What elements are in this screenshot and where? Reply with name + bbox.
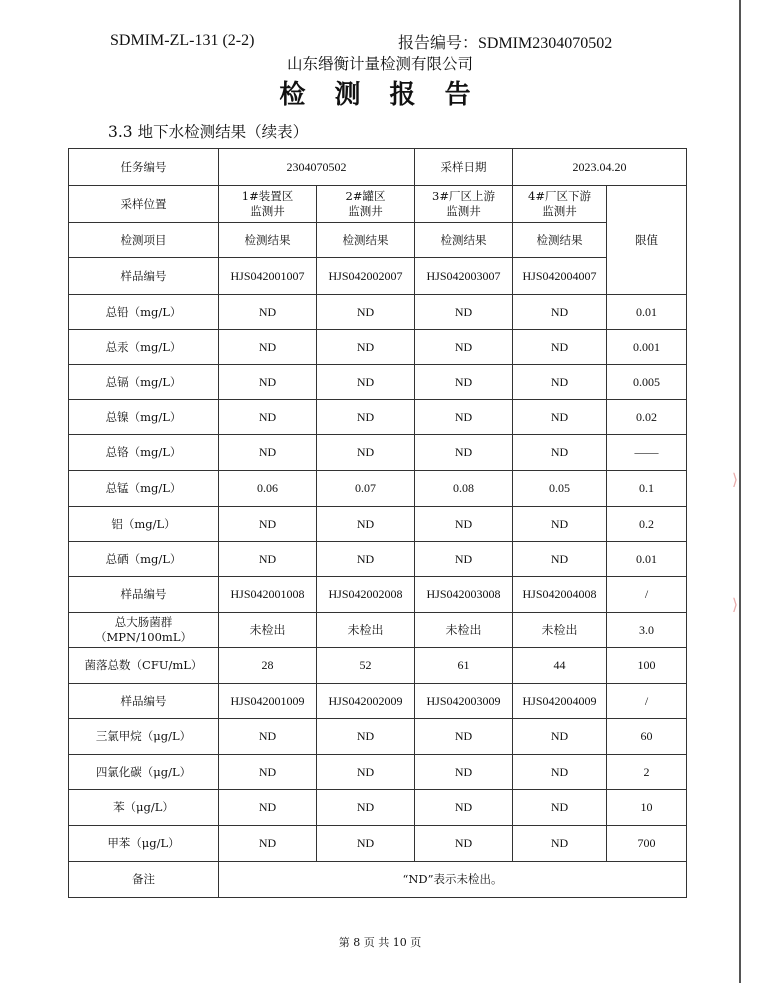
result-cell: 61 [415,648,513,684]
result-cell: ND [415,542,513,577]
location-row [69,186,687,223]
result-cell: ND [317,295,415,330]
result-cell: ND [415,400,513,435]
limit-cell: 0.01 [607,542,687,577]
result-cell: ND [415,826,513,862]
limit-cell: 0.02 [607,400,687,435]
result-cell: 未检出 [513,613,607,648]
table-row [69,790,687,826]
result-cell: ND [317,790,415,826]
table-row [69,258,687,295]
row-label-text: 总铬（mg/L） [105,445,182,459]
row-label-text: 总锰（mg/L） [105,481,182,495]
table-row [69,719,687,755]
row-label-text: 甲苯（μg/L） [107,836,180,850]
row-label-text: 四氯化碳（μg/L） [95,764,192,779]
location-cell [415,186,513,223]
row-label [69,684,219,719]
result-cell: HJS042002009 [317,684,415,719]
table-row [69,684,687,719]
row-label-text: 样品编号 [120,693,167,708]
row-label-text: 总硒（mg/L） [105,551,182,566]
location-name: 2#罐区 [345,189,386,203]
result-cell: ND [219,826,317,862]
result-cell: ND [513,365,607,400]
result-cell: ND [513,790,607,826]
limit-cell: 0.005 [607,365,687,400]
result-cell: ND [513,826,607,862]
result-cell: HJS042001008 [219,577,317,613]
result-cell: ND [317,719,415,755]
result-cell: 0.05 [513,471,607,507]
result-header: 检测结果 [513,223,607,258]
table-row [69,507,687,542]
row-label [69,295,219,330]
row-label-text: 总镍（mg/L） [105,409,182,424]
result-cell: ND [513,400,607,435]
row-label-text: 苯（μg/L） [113,800,174,814]
result-header: 检测结果 [415,223,513,258]
limit-cell: 0.001 [607,330,687,365]
limit-cell: 60 [607,719,687,755]
row-label [69,507,219,542]
task-row [69,149,687,186]
row-label [69,613,219,648]
limit-cell: 0.2 [607,507,687,542]
result-cell: ND [317,542,415,577]
result-cell: ND [415,435,513,471]
row-label [69,471,219,507]
row-label [69,826,219,862]
result-cell: ND [415,365,513,400]
remark-text: “ND”表示未检出。 [219,862,687,898]
result-cell: 未检出 [415,613,513,648]
result-cell: ND [219,755,317,790]
row-label [69,790,219,826]
result-cell: ND [219,542,317,577]
result-cell: HJS042003009 [415,684,513,719]
result-cell: ND [415,330,513,365]
table-row [69,330,687,365]
table-row [69,435,687,471]
location-type: 监测井 [250,204,285,218]
row-label-unit: （MPN/100mL） [95,630,192,644]
result-cell: 未检出 [317,613,415,648]
result-cell: ND [317,826,415,862]
result-cell: ND [219,400,317,435]
result-cell: ND [317,330,415,365]
result-cell: 0.07 [317,471,415,507]
limit-cell: 10 [607,790,687,826]
limit-cell: 3.0 [607,613,687,648]
location-cell [513,186,607,223]
result-cell: 未检出 [219,613,317,648]
result-cell: ND [317,435,415,471]
result-cell: ND [513,330,607,365]
row-label [69,365,219,400]
result-cell: ND [219,719,317,755]
section-title: 3.3 地下水检测结果（续表） [108,123,309,141]
result-cell: ND [415,790,513,826]
result-cell: ND [513,719,607,755]
report-number: 报告编号：SDMIM2304070502 [398,35,613,52]
result-cell: ND [219,330,317,365]
result-cell: ND [415,719,513,755]
location-type: 监测井 [348,204,383,218]
row-label-text: 样品编号 [120,587,167,601]
result-cell: 52 [317,648,415,684]
result-cell: ND [513,542,607,577]
table-row [69,577,687,613]
location-label: 采样位置 [69,186,219,223]
row-label-text: 总大肠菌群 [114,615,173,629]
location-type: 监测井 [542,204,577,218]
location-name: 3#厂区上游 [432,189,495,203]
result-cell: ND [219,790,317,826]
result-cell: ND [513,435,607,471]
item-header: 检测项目 [69,223,219,258]
table-row [69,471,687,507]
row-label [69,719,219,755]
location-cell [219,186,317,223]
result-cell: HJS042004009 [513,684,607,719]
row-label [69,435,219,471]
report-title: 检 测 报 告 [279,80,481,110]
page-number: 第 8 页 共 10 页 [338,936,422,949]
limit-cell: 0.01 [607,295,687,330]
result-cell: 0.06 [219,471,317,507]
remark-row [69,862,687,898]
results-table [68,148,687,898]
result-cell: ND [317,755,415,790]
result-cell: ND [317,507,415,542]
result-cell: ND [415,507,513,542]
task-label: 任务编号 [69,149,219,186]
result-cell: HJS042002008 [317,577,415,613]
document-code: SDMIM-ZL-131 (2-2) [110,32,255,49]
result-cell: HJS042003008 [415,577,513,613]
result-cell: ND [219,507,317,542]
result-cell: ND [219,295,317,330]
row-label-text: 铝（mg/L） [111,516,176,531]
row-label-text: 总铅（mg/L） [105,304,182,319]
company-name: 山东缗衡计量检测有限公司 [286,55,473,73]
sampling-date-label: 采样日期 [415,149,513,186]
result-cell: HJS042004008 [513,577,607,613]
row-label-text: 总汞（mg/L） [105,339,182,354]
sample-id: HJS042003007 [415,258,513,295]
table-row [69,613,687,648]
row-label [69,330,219,365]
row-label-text: 总镉（mg/L） [105,374,182,389]
remark-label: 备注 [69,862,219,898]
sample-id: HJS042001007 [219,258,317,295]
result-cell: 44 [513,648,607,684]
result-cell: ND [513,755,607,790]
table-row [69,542,687,577]
task-number: 2304070502 [219,149,415,186]
limit-cell: 0.1 [607,471,687,507]
row-label [69,577,219,613]
limit-cell: —— [607,435,687,471]
result-cell: ND [513,507,607,542]
row-label: 样品编号 [69,258,219,295]
location-type: 监测井 [446,204,481,218]
location-cell [317,186,415,223]
limit-cell: 700 [607,826,687,862]
location-name: 1#装置区 [241,189,294,203]
row-label-text: 三氯甲烷（μg/L） [95,729,192,743]
result-cell: ND [317,365,415,400]
result-cell: ND [513,295,607,330]
result-cell: ND [219,435,317,471]
result-cell: 28 [219,648,317,684]
limit-cell: 100 [607,648,687,684]
result-cell: ND [219,365,317,400]
limit-cell: / [607,577,687,613]
result-cell: ND [317,400,415,435]
result-header: 检测结果 [219,223,317,258]
limit-header: 限值 [607,186,687,295]
seal-mark-icon: ⟩ [731,470,739,489]
row-label [69,542,219,577]
seal-mark-icon: ⟩ [731,595,739,614]
sample-id: HJS042002007 [317,258,415,295]
result-header: 检测结果 [317,223,415,258]
limit-cell: 2 [607,755,687,790]
scan-edge-line [739,0,741,983]
table-row [69,365,687,400]
result-cell: ND [415,755,513,790]
sampling-date: 2023.04.20 [513,149,687,186]
row-label [69,400,219,435]
table-row [69,295,687,330]
result-cell: 0.08 [415,471,513,507]
table-row [69,755,687,790]
table-row [69,826,687,862]
row-label [69,755,219,790]
items-header-row [69,223,687,258]
sample-id: HJS042004007 [513,258,607,295]
results-table-body [69,149,687,898]
table-row [69,648,687,684]
result-cell: ND [415,295,513,330]
row-label [69,648,219,684]
limit-cell: / [607,684,687,719]
table-row [69,400,687,435]
result-cell: HJS042001009 [219,684,317,719]
row-label-text: 菌落总数（CFU/mL） [84,658,203,672]
location-name: 4#厂区下游 [528,189,591,203]
